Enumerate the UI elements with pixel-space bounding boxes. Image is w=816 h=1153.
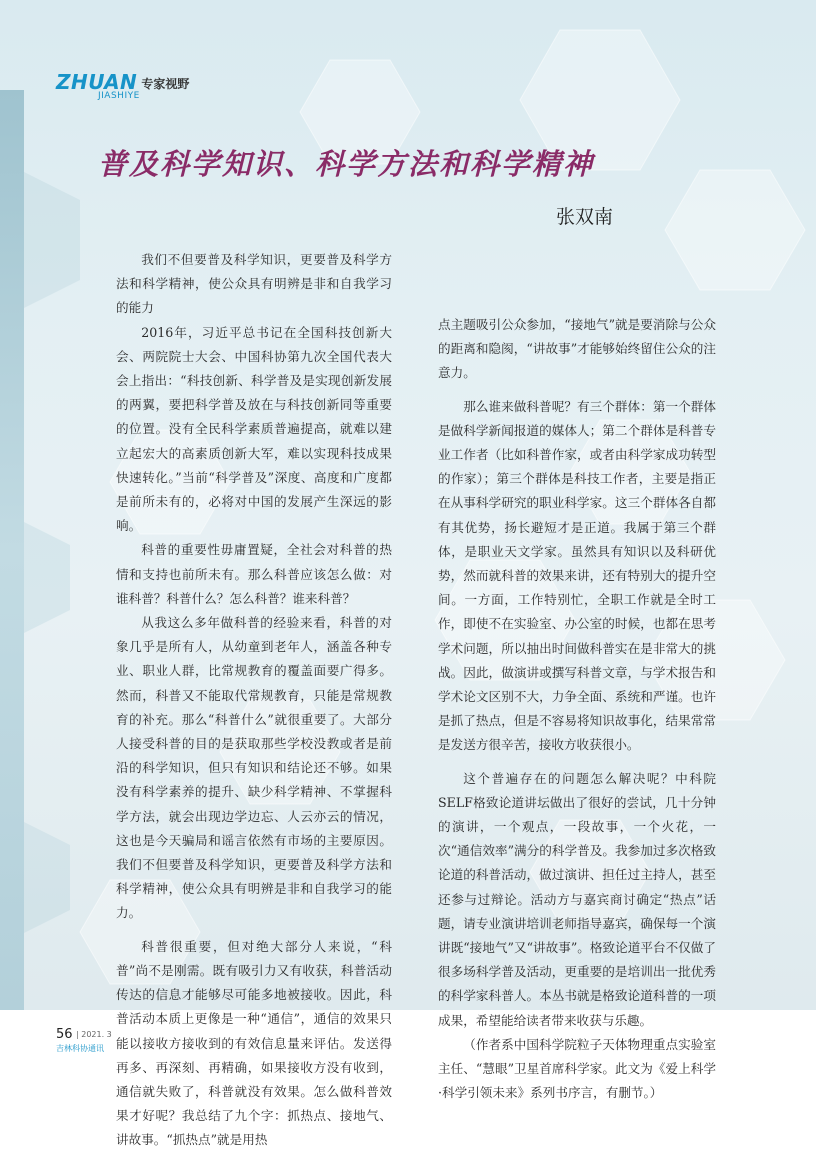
left-text-column (116, 248, 392, 1153)
magazine-name: 吉林科协通讯 (56, 1044, 104, 1053)
paragraph: 从我这么多年做科普的经验来看，科普的对象几乎是所有人，从幼童到老年人，涵盖各种专业、职业人群，比常规教育的覆盖面要广得多。然而，科普又不能取代常规教育，只能是常规教育的补充。那么“科普什么”就很重要了。大部分人接受科普的目的是获取那些学校没教或者是前沿的科学知识，但只有知识和结论还不够。如果没有科学素养的提升、缺少科学精神、不掌握科学方法，就会出现边学边忘、人云亦云的情况，这也是今天骗局和谣言依然有市场的主要原因。我们不但要普及科学知识，更要普及科学方法和科学精神，使公众具有明辨是非和自我学习的能力。 (116, 615, 392, 921)
paragraph: 我们不但要普及科学知识，更要普及科学方法和科学精神，使公众具有明辨是非和自我学习的能力 (116, 252, 392, 316)
page-number: 56 (56, 1027, 73, 1042)
left-decorative-strip (0, 90, 24, 1010)
paragraph: 这个普遍存在的问题怎么解决呢？中科院SELF格致论道讲坛做出了很好的尝试，几十分钟的演讲，一个观点，一段故事，一个火花，一次“通信效率”满分的科学普及。我参加过多次格致论道的科普活动，做过演讲、担任过主持人，甚至还参与过辩论。活动方与嘉宾商讨确定“热点”话题，请专业演讲培训老师指导嘉宾，确保每一个演讲既“接地气”又“讲故事”。格致论道平台不仅做了很多场科学普及活动，更重要的是培训出一批优秀的科学家科普人。本丛书就是格致论道科普的一项成果，希望能给读者带来收获与乐趣。 (438, 770, 716, 1028)
logo-wordmark: ZHUAN (56, 70, 138, 94)
paragraph: 科普的重要性毋庸置疑，全社会对科普的热情和支持也前所未有。那么科普应该怎么做：对谁科普？科普什么？怎么科普？谁来科普？ (116, 542, 392, 606)
issue-label: | 2021. 3 (76, 1030, 112, 1039)
section-pinyin: JIASHIYE (98, 91, 140, 101)
paragraph: 点主题吸引公众参加，“接地气”就是要消除与公众的距离和隐阂，“讲故事”才能够始终留住公众的注意力。 (438, 317, 716, 381)
article-author: 张双南 (556, 206, 614, 228)
section-name: 专家视野 (141, 77, 190, 91)
article-title: 普及科学知识、科学方法和科学精神 (98, 147, 595, 181)
author-note: （作者系中国科学院粒子天体物理重点实验室主任、“慧眼”卫星首席科学家。此文为《爱上科学·科学引领未来》系列书序言，有删节。） (438, 1036, 716, 1101)
right-text-column (438, 313, 716, 1106)
section-logo (56, 68, 189, 92)
paragraph: 2016年，习近平总书记在全国科技创新大会、两院院士大会、中国科协第九次全国代表大会上指出：“科技创新、科学普及是实现创新发展的两翼，要把科学普及放在与科技创新同等重要的位置。没有全民科学素质普遍提高，就难以建立起宏大的高素质创新大军，难以实现科技成果快速转化。”当前“科学普及”深度、高度和广度都是前所未有的，必将对中国的发展产生深远的影响。 (116, 324, 392, 534)
paragraph: 科普很重要，但对绝大部分人来说，“科普”尚不是刚需。既有吸引力又有收获，科普活动传达的信息才能够尽可能多地被接收。因此，科普活动本质上更像是一种“通信”，通信的效果只能以接收方接收到的有效信息量来评估。发送得再多、再深刻、再精确，如果接收方没有收到，通信就失败了，科普就没有效果。怎么做科普效果才好呢？我总结了九个字：抓热点、接地气、讲故事。“抓热点”就是用热 (116, 938, 392, 1148)
paragraph: 那么谁来做科普呢？有三个群体：第一个群体是做科学新闻报道的媒体人；第二个群体是科普专业工作者（比如科普作家，或者由科学家成功转型的作家）；第三个群体是科技工作者，主要是指正在从事科学研究的职业科学家。这三个群体各自都有其优势，扬长避短才是正道。我属于第三个群体，是职业天文学家。虽然具有知识以及科研优势，然而就科普的效果来讲，还有特别大的提升空间。一方面，工作特别忙，全职工作就是全时工作，即使不在实验室、办公室的时候，也都在思考学术问题，所以抽出时间做科普实在是非常大的挑战。因此，做演讲或撰写科普文章，与学术报告和学术论文区别不大，力争全面、系统和严谨。也许是抓了热点，但是不容易将知识故事化，结果常常是发送方很辛苦，接收方收获很小。 (438, 398, 716, 753)
